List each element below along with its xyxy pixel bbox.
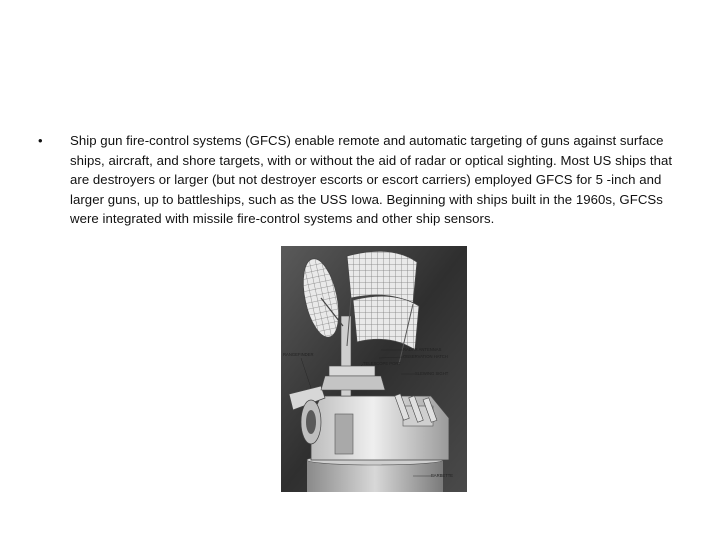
bullet-paragraph: Ship gun fire-control systems (GFCS) enable remote and automatic targeting of guns against surface ships, aircraft, and shore targets, with or without the aid of radar or optical sighting. Most US ships that are destroyers or larger (but not destroyer escorts or escort carriers) employed GFCS for 5 -inch and larger guns, up to battleships, such as the USS Iowa. Beginning with ships built in the 1960s, GFCSs were integrated with missile fire-control systems and other ship sensors. <box>70 133 673 227</box>
label-observation-hatch: OBSERVATION HATCH <box>403 354 448 359</box>
bullet-dot: • <box>38 133 43 148</box>
label-slewing-sight: SLEWING SIGHT <box>415 371 449 376</box>
label-telescope-port: TELESCOPE PORT <box>363 361 401 366</box>
label-radar-antennas: RADAR ANTENNAS <box>403 347 442 352</box>
label-barbette: BARBETTE <box>431 473 454 478</box>
label-rangefinder: RANGEFINDER <box>283 352 314 357</box>
gun-director-illustration <box>281 246 467 492</box>
